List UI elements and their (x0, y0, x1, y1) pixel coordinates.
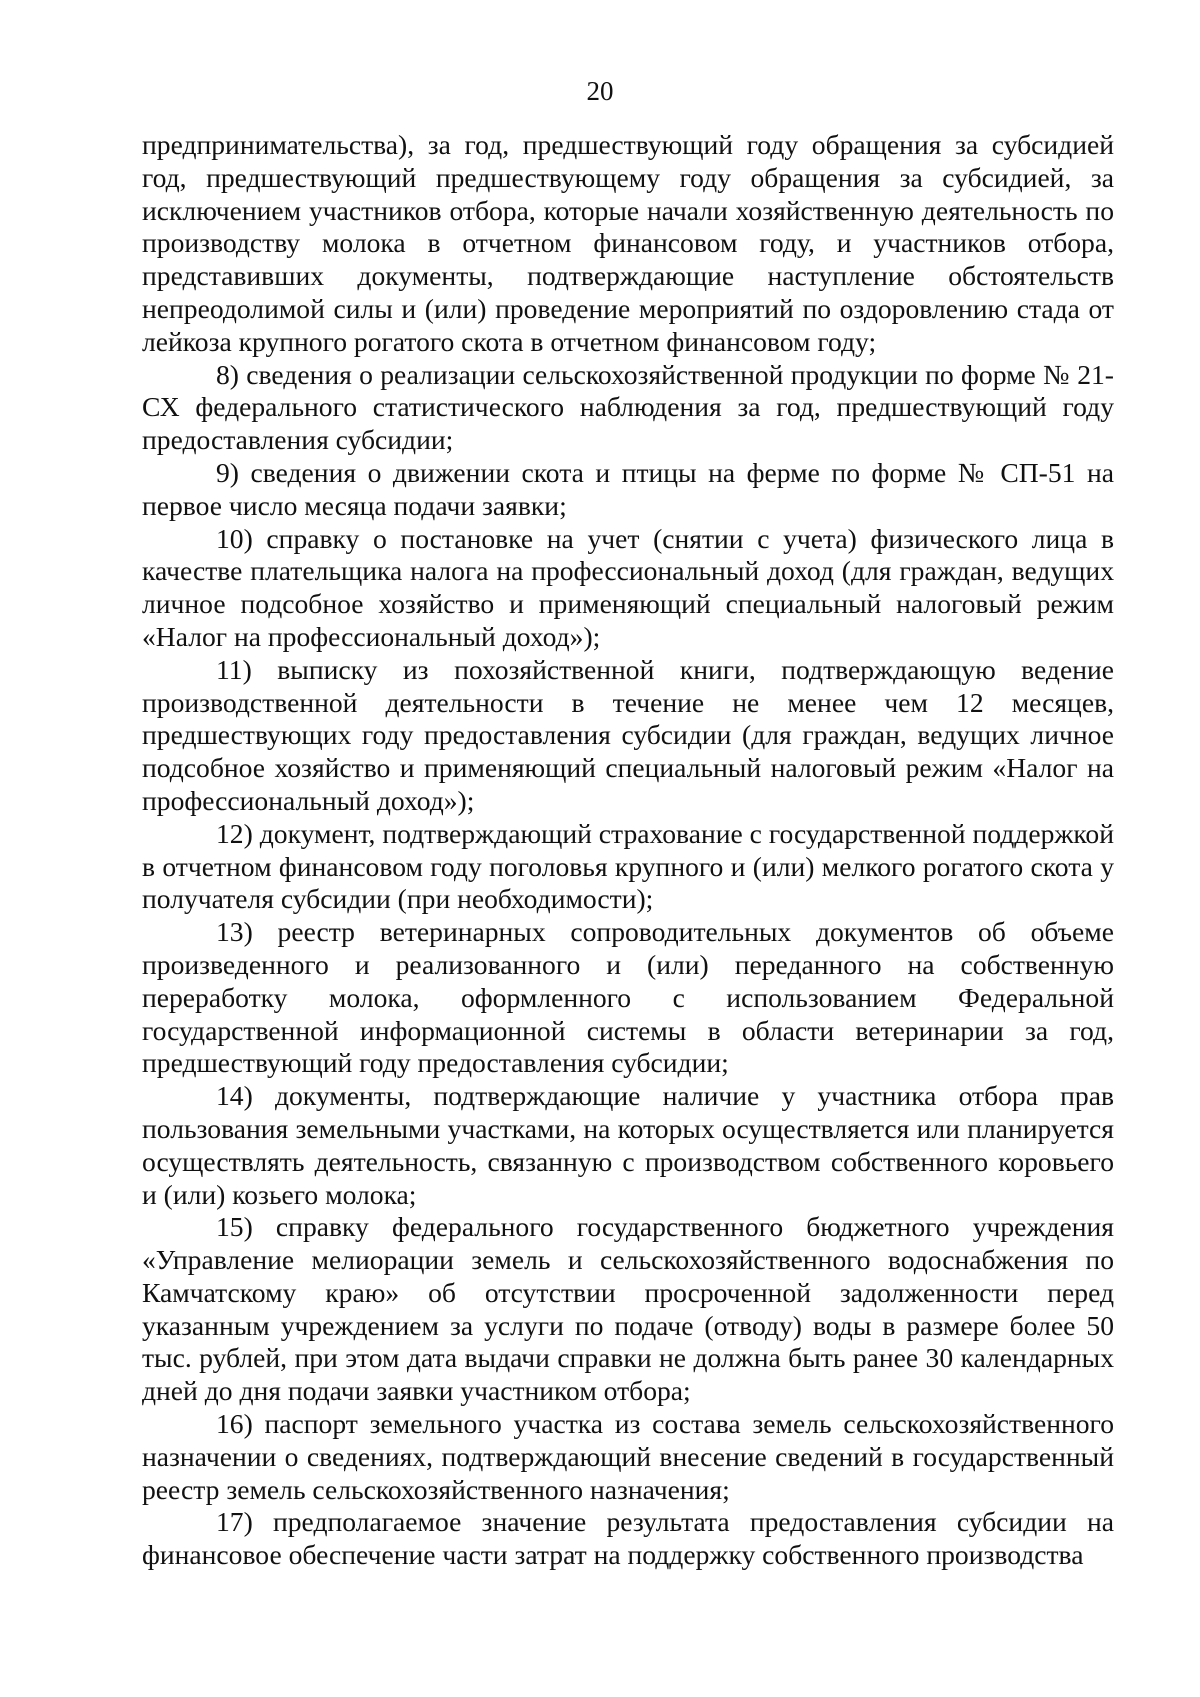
document-body (142, 129, 1114, 1572)
paragraph-item-13: 13) реестр ветеринарных сопроводительных документов об объеме произведенного и реализованного и (или) переданного на собственную переработку молока, оформленного с использованием Федеральной государственной информационной системы в области ветеринарии за год, предшествующий году предоставления субсидии; (142, 916, 1114, 1079)
paragraph-item-10: 10) справку о постановке на учет (снятии с учета) физического лица в качестве плательщика налога на профессиональный доход (для граждан, ведущих личное подсобное хозяйство и применяющий специальный налоговый режим «Налог на профессиональный доход»); (142, 522, 1114, 652)
paragraph-item-12: 12) документ, подтверждающий страхование с государственной поддержкой в отчетном финансовом году поголовья крупного и (или) мелкого рогатого скота у получателя субсидии (при необходимости); (142, 817, 1114, 915)
paragraph-item-8: 8) сведения о реализации сельскохозяйственной продукции по форме № 21-СХ федерального статистического наблюдения за год, предшествующий году предоставления субсидии; (142, 358, 1114, 456)
paragraph-item-9: 9) сведения о движении скота и птицы на ферме по форме № СП-51 на первое число месяца подачи заявки; (142, 456, 1114, 521)
paragraph-item-15: 15) справку федерального государственного бюджетного учреждения «Управление мелиорации земель и сельскохозяйственного водоснабжения по Камчатскому краю» об отсутствии просроченной задолженности перед указанным учреждением за услуги по подаче (отводу) воды в размере более 50 тыс. рублей, при этом дата выдачи справки не должна быть ранее 30 календарных дней до дня подачи заявки участником отбора; (142, 1211, 1114, 1407)
page-number: 20 (586, 76, 614, 106)
paragraph-item-16: 16) паспорт земельного участка из состава земель сельскохозяйственного назначении о сведениях, подтверждающий внесение сведений в государственный реестр земель сельскохозяйственного назначения; (142, 1408, 1114, 1505)
paragraph-item-11: 11) выписку из похозяйственной книги, подтверждающую ведение производственной деятельности в течение не менее чем 12 месяцев, предшествующих году предоставления субсидии (для граждан, ведущих личное подсобное хозяйство и применяющий специальный налоговый режим «Налог на профессиональный доход»); (142, 653, 1114, 816)
paragraph-item-14: 14) документы, подтверждающие наличие у участника отбора прав пользования земельными участками, на которых осуществляется или планируется осуществлять деятельность, связанную с производством собственного коровьего и (или) козьего молока; (142, 1080, 1114, 1210)
paragraph-continuation: предпринимательства), за год, предшествующий году обращения за субсидией год, предшествующий предшествующему году обращения за субсидией, за исключением участников отбора, которые начали хозяйственную деятельность по производству молока в отчетном финансовом году, и участников отбора, представивших документы, подтверждающие наступление обстоятельств непреодолимой силы и (или) проведение мероприятий по оздоровлению стада от лейкоза крупного рогатого скота в отчетном финансовом году; (142, 129, 1114, 357)
paragraph-item-17: 17) предполагаемое значение результата предоставления субсидии на финансовое обеспечение части затрат на поддержку собственного производства (142, 1506, 1114, 1571)
